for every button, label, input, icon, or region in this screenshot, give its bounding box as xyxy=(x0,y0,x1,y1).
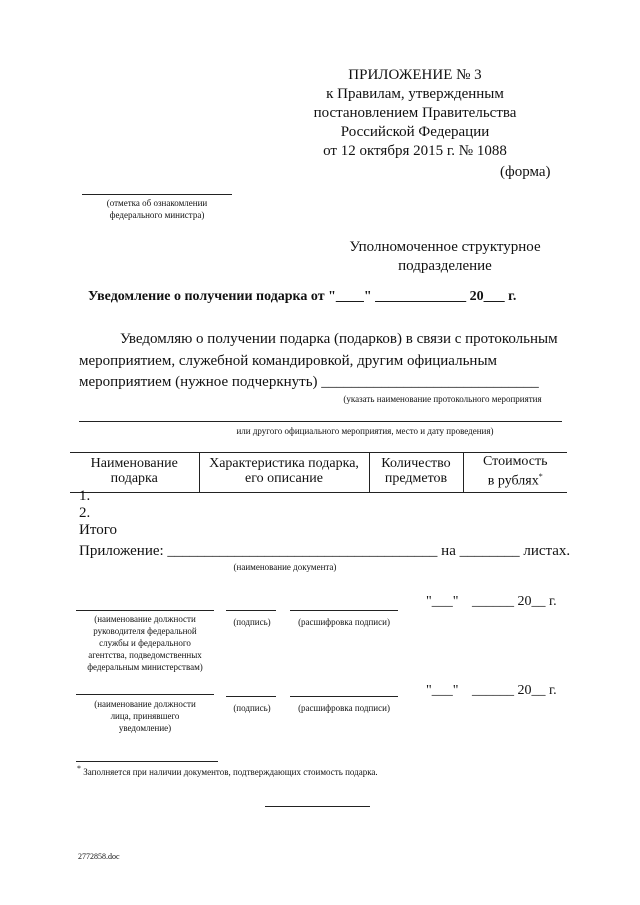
familiarization-caption: (отметка об ознакомлении федерального министра) xyxy=(106,198,208,220)
signature-1-date-quote: "___" xyxy=(426,594,459,609)
file-name: 2772858.doc xyxy=(78,852,120,861)
header-line-4: от 12 октября 2015 г. № 1088 xyxy=(323,143,507,159)
signature-2-decoding-line xyxy=(290,696,398,697)
gift-table xyxy=(70,452,567,493)
header-line-1: к Правилам, утвержденным xyxy=(326,86,504,102)
attachment-line: Приложение: ____________________________________ на ________ листах. xyxy=(79,543,571,559)
signature-1-position-line xyxy=(76,610,214,611)
body-line-1: Уведомляю о получении подарка (подарков) в связи с протокольным xyxy=(120,331,558,347)
end-separator xyxy=(265,806,370,807)
event-line-2 xyxy=(79,421,562,422)
header-block xyxy=(300,66,530,161)
total-label: Итого xyxy=(79,522,117,538)
table-row: 2. xyxy=(79,505,91,521)
signature-2-decoding-caption: (расшифровка подписи) xyxy=(298,703,390,713)
footnote-separator xyxy=(76,761,218,762)
signature-1-decoding-caption: (расшифровка подписи) xyxy=(298,617,390,627)
attachment-caption: (наименование документа) xyxy=(233,562,337,572)
signature-1-sign-caption: (подпись) xyxy=(233,617,271,627)
column-header-quantity: Количество предметов xyxy=(369,453,463,493)
signature-1-sign-line xyxy=(226,610,276,611)
signature-2-sign-caption: (подпись) xyxy=(233,703,271,713)
header-line-3: Российской Федерации xyxy=(340,124,490,140)
event-caption-1: (указать наименование протокольного мероприятия xyxy=(343,394,542,404)
footnote-mark: * xyxy=(77,764,81,773)
table-header-row xyxy=(70,453,567,493)
body-line-2: мероприятием, служебной командировкой, другим официальным xyxy=(79,353,498,369)
signature-2-position-line xyxy=(76,694,214,695)
signature-1-decoding-line xyxy=(290,610,398,611)
column-header-name: Наименование подарка xyxy=(70,453,199,493)
signature-2-date-year: ______ 20__ г. xyxy=(472,683,557,698)
signature-1-date-year: ______ 20__ г. xyxy=(472,594,557,609)
signature-2-position-caption: (наименование должности лица, принявшего уведомление) xyxy=(94,699,196,733)
header-line-2: постановлением Правительства xyxy=(313,105,517,121)
signature-2-date-quote: "___" xyxy=(426,683,459,698)
column-header-description: Характеристика подарка, его описание xyxy=(199,453,369,493)
document-title: Уведомление о получении подарка от "____" _____________ 20___ г. xyxy=(88,289,517,304)
familiarization-line xyxy=(82,194,232,195)
footnote xyxy=(77,764,378,777)
appendix-number: ПРИЛОЖЕНИЕ № 3 xyxy=(348,67,482,83)
column-header-cost: Стоимость в рублях* xyxy=(463,453,567,493)
body-line-3: мероприятием (нужное подчеркнуть) _____________________________ xyxy=(79,374,539,390)
footnote-text: Заполняется при наличии документов, подтверждающих стоимость подарка. xyxy=(83,767,378,777)
signature-2-sign-line xyxy=(226,696,276,697)
form-label: (форма) xyxy=(500,164,551,180)
table-row: 1. xyxy=(79,488,91,504)
event-caption-2: или другого официального мероприятия, место и дату проведения) xyxy=(236,426,494,436)
signature-1-position-caption: (наименование должности руководителя федеральной службы и федерального агентства, подведомственных федеральным министерствам) xyxy=(87,614,203,672)
recipient-block: Уполномоченное структурное подразделение xyxy=(349,239,541,274)
